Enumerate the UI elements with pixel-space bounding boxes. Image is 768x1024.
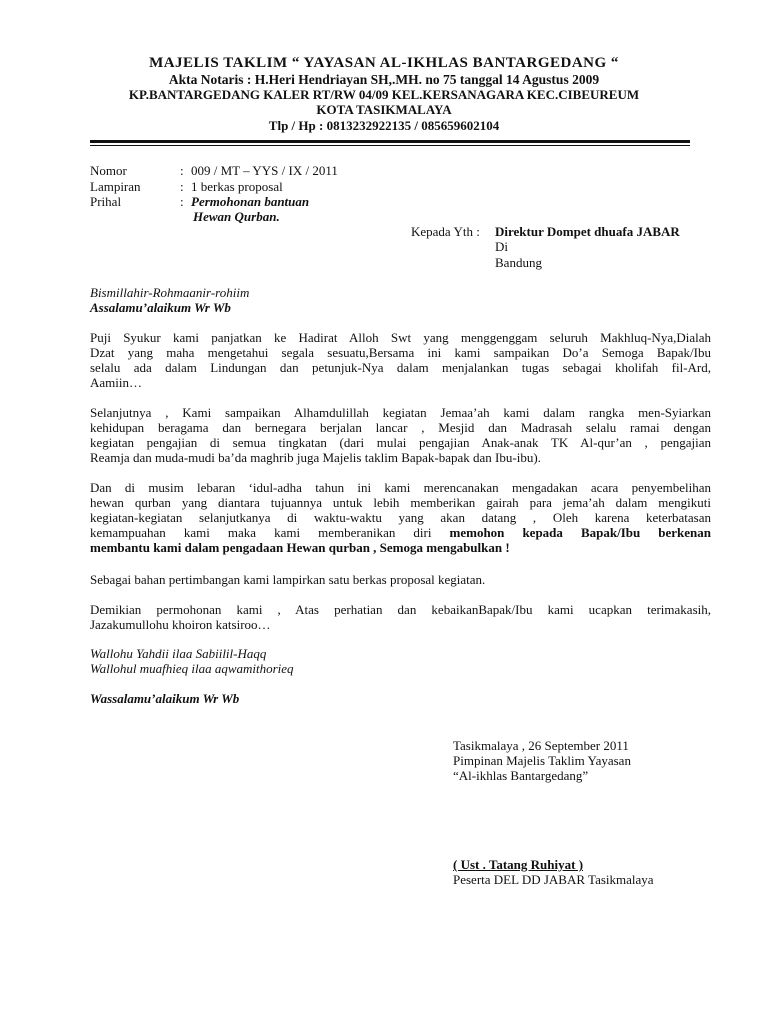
paragraph-1-line: selalu ada dalam Lindungan dan petunjuk-Nya dalam menjalankan tugas sebagai kholifah fil-Ard, (90, 360, 711, 375)
paragraph-3-line-4 (90, 525, 711, 540)
signature-position: Pimpinan Majelis Taklim Yayasan (453, 753, 631, 768)
lampiran-value: 1 berkas proposal (191, 179, 283, 194)
nomor-colon: : (180, 163, 184, 178)
lampiran-colon: : (180, 179, 184, 194)
paragraph-2-line: kehidupan beragama dan bernegara berjalan lancar , Mesjid dan Madrasah selalu ramai dengan (90, 420, 711, 435)
opening-salam: Assalamu’alaikum Wr Wb (90, 300, 231, 315)
paragraph-2-line: Reamja dan muda-mudi ba’da maghrib juga Majelis taklim Bapak-bapak dan Ibu-ibu). (90, 450, 541, 465)
paragraph-4: Sebagai bahan pertimbangan kami lampirkan satu berkas proposal kegiatan. (90, 572, 486, 587)
paragraph-1-line: Aamiin… (90, 375, 142, 390)
closing-doa-2: Wallohul muafhieq ilaa aqwamithorieq (90, 661, 294, 676)
recipient-label: Kepada Yth : (411, 224, 480, 239)
prihal-value-line1: Permohonan bantuan (191, 194, 310, 209)
prihal-label: Prihal (90, 194, 122, 209)
paragraph-3 (90, 480, 711, 555)
header-divider-thick (90, 140, 690, 143)
prihal-value-line2: Hewan Qurban. (193, 209, 280, 224)
letterhead-org: MAJELIS TAKLIM “ YAYASAN AL-IKHLAS BANTARGEDANG “ (149, 55, 619, 71)
letterhead-address: KP.BANTARGEDANG KALER RT/RW 04/09 KEL.KERSANAGARA KEC.CIBEUREUM (128, 87, 640, 102)
paragraph-2-line: Selanjutnya , Kami sampaikan Alhamdulillah kegiatan Jemaa’ah kami dalam rangka men-Syiarkan (90, 405, 711, 420)
paragraph-5-line: Demikian permohonan kami , Atas perhatian dan kebaikanBapak/Ibu kami ucapkan terimakasih, (90, 602, 711, 617)
nomor-label: Nomor (90, 163, 127, 178)
paragraph-5 (90, 602, 711, 632)
signature-note: Peserta DEL DD JABAR Tasikmalaya (453, 872, 654, 887)
paragraph-3-request: memohon kepada Bapak/Ibu berkenan (449, 525, 711, 540)
closing-salam: Wassalamu’alaikum Wr Wb (90, 691, 240, 706)
closing-doa-1: Wallohu Yahdii ilaa Sabiilil-Haqq (90, 646, 267, 661)
paragraph-3-plain: kemampuahan kami maka kami memberanikan diri (90, 525, 450, 540)
letterhead-phone: Tlp / Hp : 0813232922135 / 085659602104 (268, 118, 500, 133)
lampiran-label: Lampiran (90, 179, 141, 194)
paragraph-5-line: Jazakumullohu khoiron katsiroo… (90, 617, 271, 632)
letterhead-city: KOTA TASIKMALAYA (316, 102, 452, 117)
signature-place-date: Tasikmalaya , 26 September 2011 (453, 738, 629, 753)
paragraph-2 (90, 405, 711, 465)
paragraph-3-line: Dan di musim lebaran ‘idul-adha tahun ini kami merencanakan mengadakan acara penyembelihan (90, 480, 711, 495)
letterhead-notary: Akta Notaris : H.Heri Hendriayan SH,.MH. no 75 tanggal 14 Agustus 2009 (168, 72, 600, 87)
signature-name: ( Ust . Tatang Ruhiyat ) (453, 857, 584, 872)
signature-org: “Al-ikhlas Bantargedang” (453, 768, 589, 783)
paragraph-1-line: Puji Syukur kami panjatkan ke Hadirat Alloh Swt yang menggenggam seluruh Makhluq-Nya,Dialah (90, 330, 711, 345)
prihal-colon: : (180, 194, 184, 209)
paragraph-3-line: kegiatan-kegiatan selanjutkanya di waktu-waktu yang akan datang , Oleh karena keterbatasan (90, 510, 711, 525)
paragraph-1 (90, 330, 711, 390)
recipient-city: Bandung (495, 255, 542, 270)
nomor-value: 009 / MT – YYS / IX / 2011 (191, 163, 338, 178)
paragraph-3-line: hewan qurban yang diantara tujuannya untuk lebih memberikan gairah para jema’ah dalam mengikuti (90, 495, 711, 510)
recipient-name: Direktur Dompet dhuafa JABAR (495, 224, 680, 239)
paragraph-3-request-end: membantu kami dalam pengadaan Hewan qurban , Semoga mengabulkan ! (90, 540, 510, 555)
paragraph-1-line: Dzat yang maha mengetahui segala sesuatu,Bersama ini kami sampaikan Do’a Semoga Bapak/Ibu (90, 345, 711, 360)
paragraph-2-line: kegiatan pengajian di semua tingkatan (dari mulai pengajian Anak-anak TK Al-qur’an , pengajian (90, 435, 711, 450)
bismillah: Bismillahir-Rohmaanir-rohiim (90, 285, 250, 300)
recipient-di: Di (495, 239, 508, 254)
header-divider-thin (90, 145, 690, 146)
